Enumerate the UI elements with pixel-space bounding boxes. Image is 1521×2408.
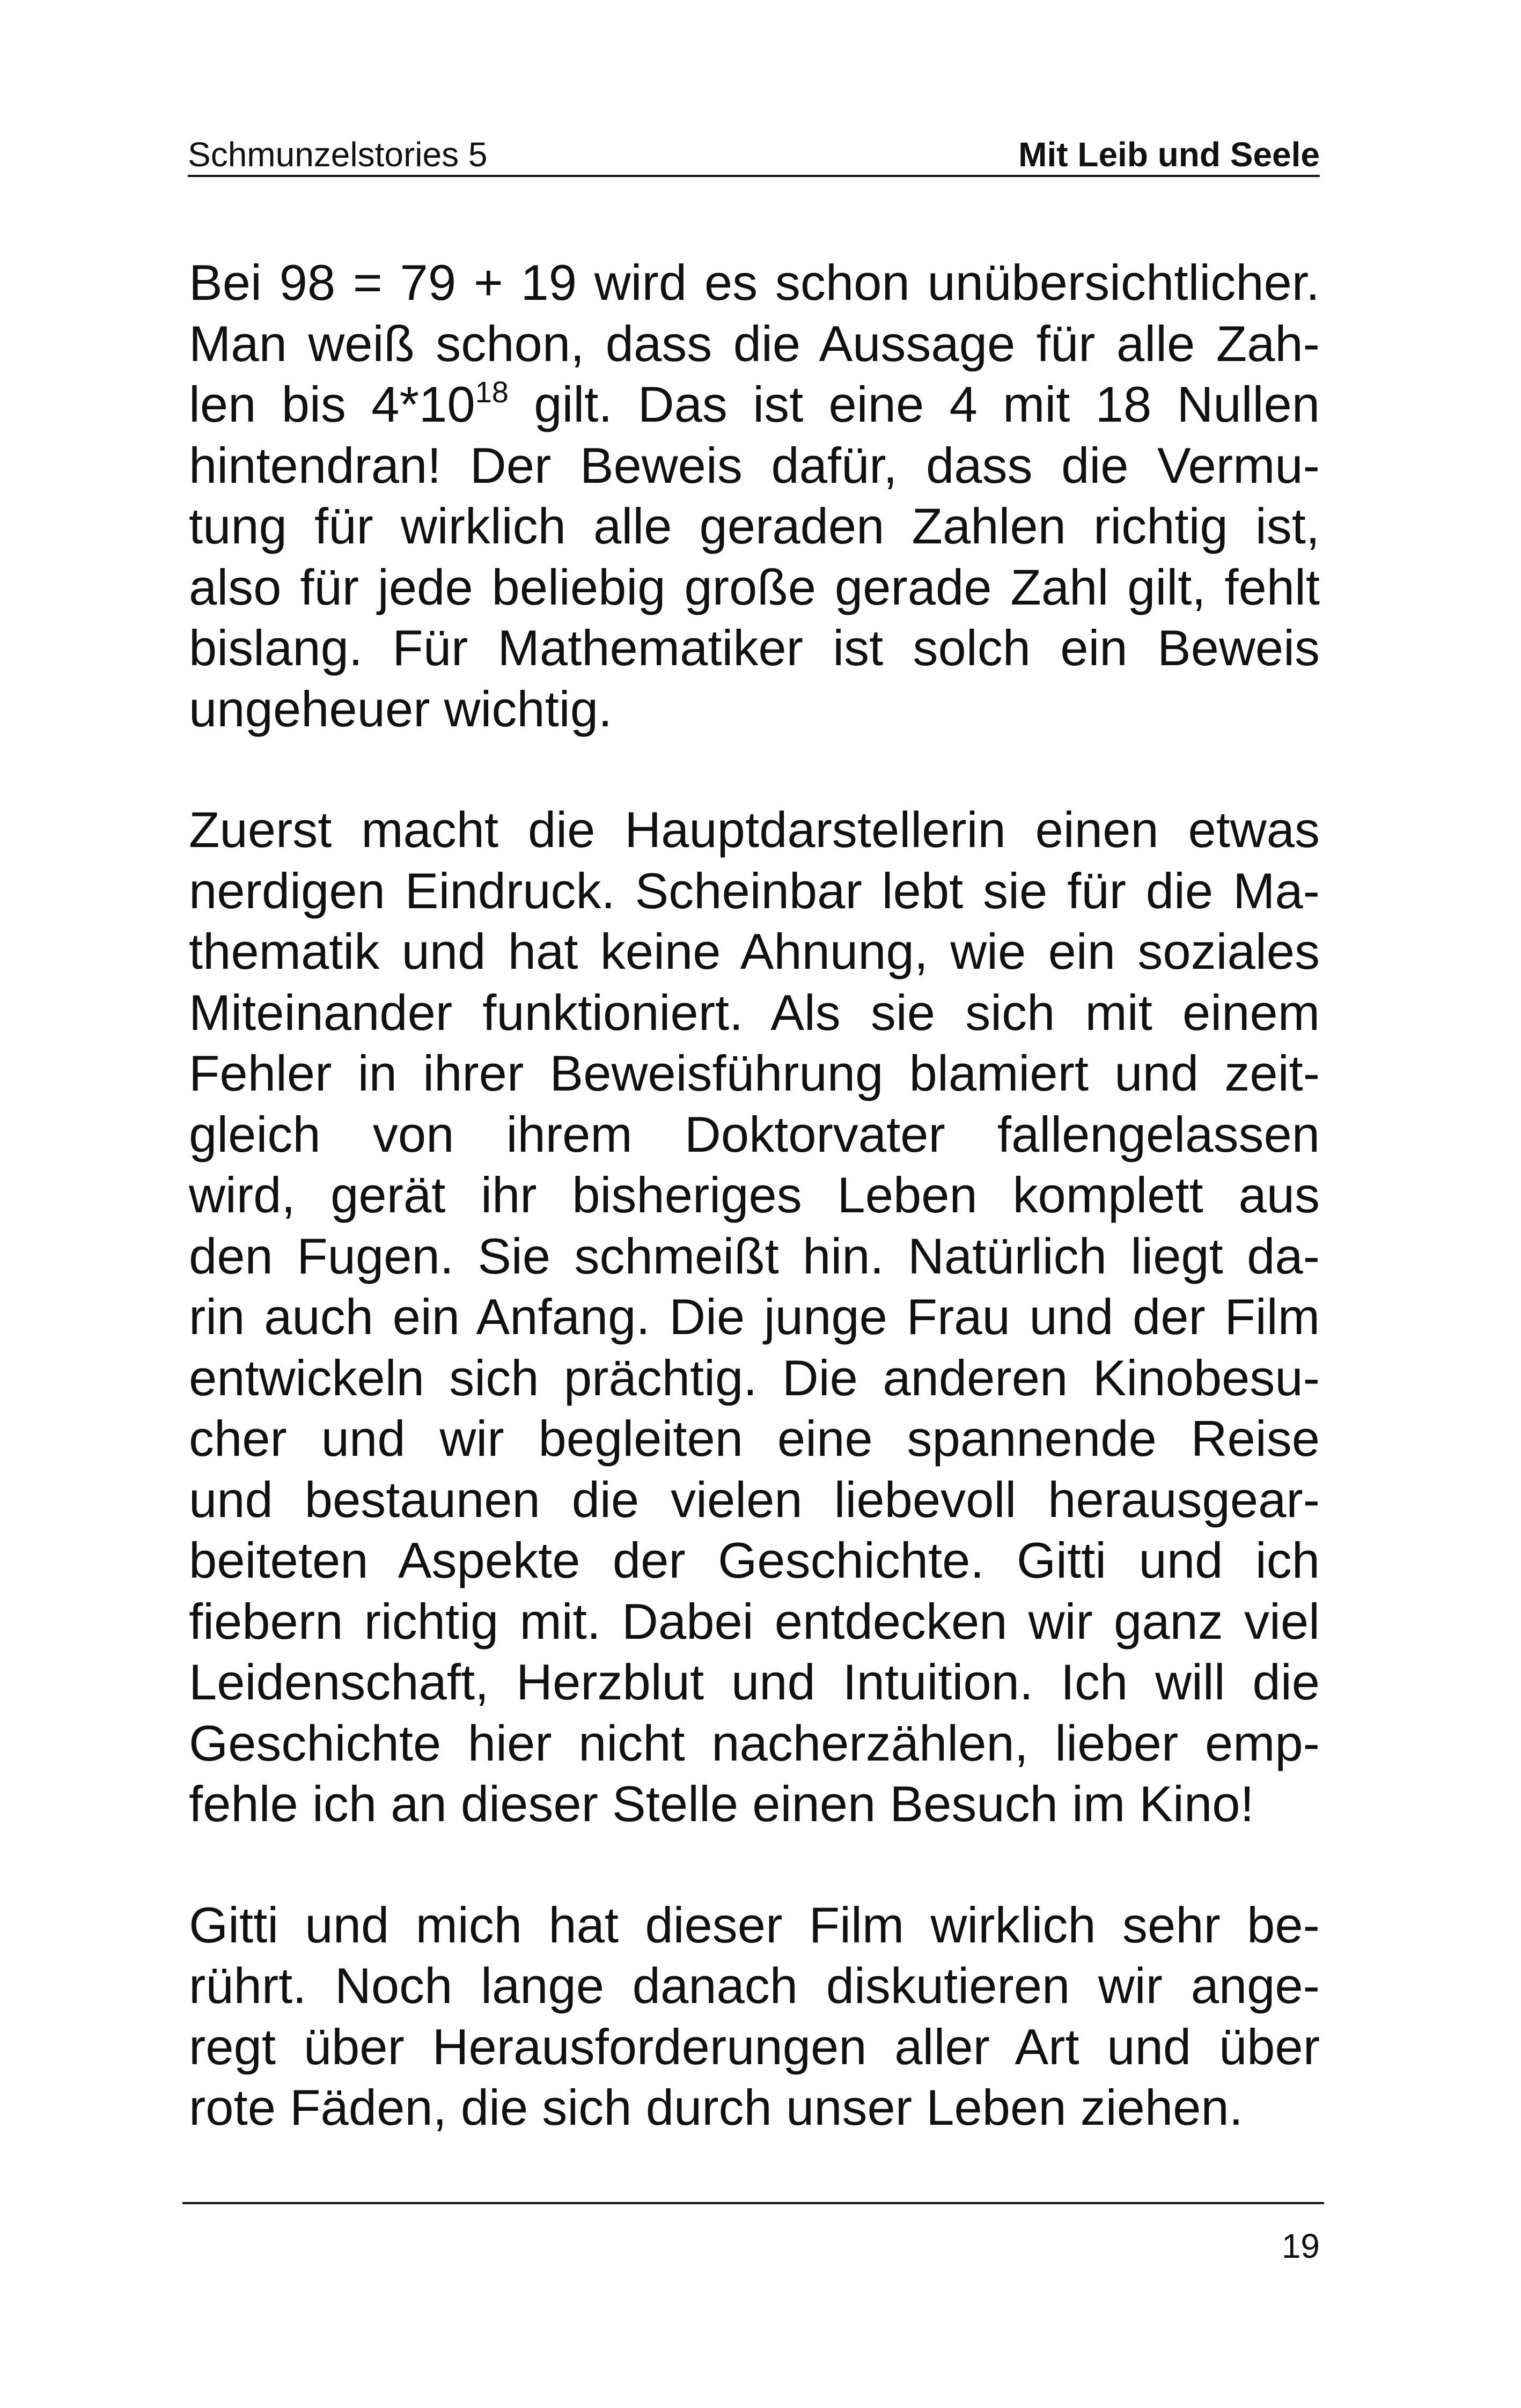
text-line (189, 374, 1320, 435)
text-line: nerdigen Eindruck. Scheinbar lebt sie für die Ma- (189, 862, 1320, 919)
text-line: Geschichte hier nicht nacherzählen, lieber emp- (189, 1714, 1320, 1771)
text-line: cher und wir begleiten eine spannende Reise (189, 1410, 1320, 1467)
text-line: den Fugen. Sie schmeißt hin. Natürlich liegt da- (189, 1227, 1320, 1284)
text-line: und bestaunen die vielen liebevoll herausgear- (189, 1471, 1320, 1528)
page-number: 19 (1281, 2227, 1320, 2265)
text-line: Fehler in ihrer Beweisführung blamiert und zeit- (189, 1045, 1320, 1101)
text-line: gleich von ihrem Doktorvater fallengelassen (189, 1106, 1320, 1162)
text-line: fiebern richtig mit. Dabei entdecken wir ganz viel (189, 1593, 1320, 1649)
book-title: Schmunzelstories 5 (188, 135, 488, 174)
text-line: thematik und hat keine Ahnung, wie ein soziales (189, 923, 1320, 980)
text-line: Gitti und mich hat dieser Film wirklich sehr be- (189, 1896, 1320, 1953)
text-line: Zuerst macht die Hauptdarstellerin einen etwas (189, 801, 1320, 858)
text-line: Leidenschaft, Herzblut und Intuition. Ich will die (189, 1654, 1320, 1710)
text-line: tung für wirklich alle geraden Zahlen richtig ist, (189, 498, 1320, 554)
text-line: also für jede beliebig große gerade Zahl gilt, fehlt (189, 558, 1320, 615)
text-line: entwickeln sich prächtig. Die anderen Kinobesu- (189, 1349, 1320, 1406)
paragraph-3 (189, 1895, 1320, 2138)
exponent: 18 (475, 375, 509, 409)
text-line: Man weiß schon, dass die Aussage für alle Zah- (189, 315, 1320, 372)
text-line: bislang. Für Mathematiker ist solch ein Beweis (189, 620, 1320, 676)
text-line: regt über Herausforderungen aller Art und über (189, 2018, 1320, 2075)
text-line: wird, gerät ihr bisheriges Leben komplett aus (189, 1167, 1320, 1223)
text-line: rote Fäden, die sich durch unser Leben ziehen. (189, 2079, 1243, 2135)
text-line: rin auch ein Anfang. Die junge Frau und der Film (189, 1288, 1320, 1345)
text-line: beiteten Aspekte der Geschichte. Gitti und ich (189, 1532, 1320, 1588)
text-line: Bei 98 = 79 + 19 wird es schon unübersichtlicher. (189, 254, 1320, 311)
running-header (188, 124, 1320, 177)
text-fragment: gilt. Das ist eine 4 mit 18 Nullen (508, 376, 1320, 432)
text-fragment: len bis 4*10 (189, 376, 475, 432)
text-line: rührt. Noch lange danach diskutieren wir ange- (189, 1957, 1320, 2014)
chapter-title: Mit Leib und Seele (1018, 135, 1320, 174)
footer-rule (182, 2202, 1324, 2204)
text-line: Miteinander funktioniert. Als sie sich mit einem (189, 984, 1320, 1041)
paragraph-1 (189, 252, 1320, 739)
text-line: fehle ich an dieser Stelle einen Besuch im Kino! (189, 1776, 1254, 1832)
text-line: ungeheuer wichtig. (189, 680, 613, 737)
paragraph-2 (189, 799, 1320, 1835)
body-text (189, 252, 1320, 2138)
text-line: hintendran! Der Beweis dafür, dass die Vermu- (189, 437, 1320, 494)
